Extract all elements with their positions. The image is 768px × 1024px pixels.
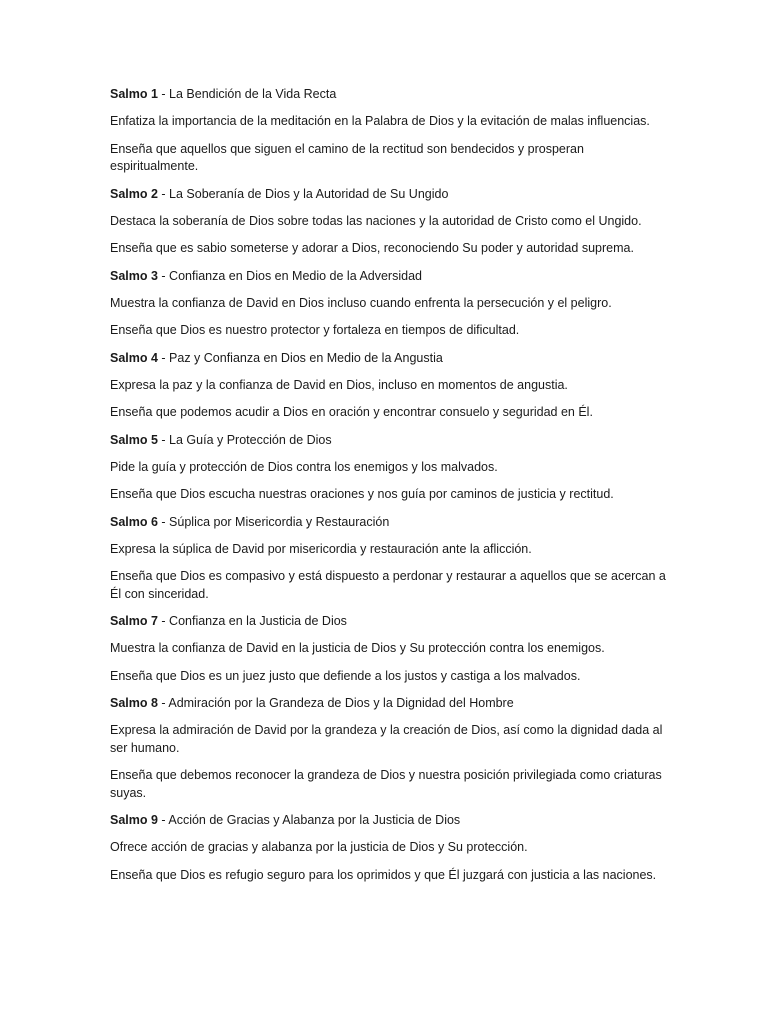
document-page [110, 86, 670, 894]
psalm-summary: Pide la guía y protección de Dios contra los enemigos y los malvados. [110, 459, 498, 474]
psalm-summary: Expresa la súplica de David por misericordia y restauración ante la aflicción. [110, 541, 532, 556]
psalm-number: Salmo 4 [110, 350, 158, 365]
psalm-title: - Acción de Gracias y Alabanza por la Justicia de Dios [157, 813, 461, 827]
psalm-summary: Muestra la confianza de David en la justicia de Dios y Su protección contra los enemigos. [110, 641, 605, 655]
psalm-teaching: Enseña que podemos acudir a Dios en oración y encontrar consuelo y seguridad en Él. [110, 405, 593, 419]
psalm-heading [110, 432, 670, 449]
psalm-number: Salmo 5 [110, 432, 158, 447]
psalm-title: - La Soberanía de Dios y la Autoridad de Su Ungido [157, 186, 449, 201]
psalm-teaching: Enseña que Dios es refugio seguro para los oprimidos y que Él juzgará con justicia a las naciones. [110, 867, 657, 882]
psalm-teaching: Enseña que Dios es nuestro protector y fortaleza en tiempos de dificultad. [110, 323, 520, 337]
psalm-number: Salmo 7 [110, 614, 158, 628]
psalm-number: Salmo 9 [110, 813, 158, 827]
psalm-entry-7 [110, 613, 670, 685]
psalm-heading [110, 613, 670, 630]
psalm-title: - Confianza en Dios en Medio de la Adversidad [157, 268, 422, 283]
psalm-entry-9 [110, 812, 670, 884]
psalm-title: - La Guía y Protección de Dios [157, 432, 332, 447]
psalm-heading [110, 350, 670, 367]
psalm-title: - Confianza en la Justicia de Dios [157, 614, 347, 628]
psalm-number: Salmo 6 [110, 514, 158, 529]
psalm-summary: Enfatiza la importancia de la meditación en la Palabra de Dios y la evitación de malas influencias. [110, 114, 650, 128]
psalm-teaching: Enseña que es sabio someterse y adorar a Dios, reconociendo Su poder y autoridad suprema. [110, 241, 634, 255]
psalm-title: - La Bendición de la Vida Recta [157, 87, 337, 101]
psalm-number: Salmo 3 [110, 268, 158, 283]
psalm-entry-5 [110, 432, 670, 504]
psalm-entry-1 [110, 86, 670, 176]
psalm-teaching: Enseña que Dios es un juez justo que defiende a los justos y castiga a los malvados. [110, 668, 581, 683]
psalm-teaching: Enseña que Dios escucha nuestras oraciones y nos guía por caminos de justicia y rectitud. [110, 487, 614, 501]
psalm-summary: Destaca la soberanía de Dios sobre todas las naciones y la autoridad de Cristo como el Ungido. [110, 213, 642, 228]
psalm-number: Salmo 2 [110, 186, 158, 201]
psalm-title: - Súplica por Misericordia y Restauración [157, 514, 390, 529]
psalm-number: Salmo 8 [110, 696, 158, 710]
psalm-summary: Expresa la admiración de David por la grandeza y la creación de Dios, así como la dignidad dada al ser humano. [110, 723, 663, 755]
psalm-heading [110, 514, 670, 531]
psalm-title: - Admiración por la Grandeza de Dios y la Dignidad del Hombre [157, 696, 514, 710]
psalm-entry-6 [110, 514, 670, 604]
psalm-entry-3 [110, 268, 670, 340]
psalm-entry-2 [110, 186, 670, 258]
psalm-summary: Muestra la confianza de David en Dios incluso cuando enfrenta la persecución y el peligro. [110, 295, 612, 310]
psalm-heading [110, 86, 670, 103]
psalm-entry-8 [110, 695, 670, 802]
psalm-heading [110, 695, 670, 712]
psalm-title: - Paz y Confianza en Dios en Medio de la Angustia [157, 350, 443, 365]
psalm-summary: Ofrece acción de gracias y alabanza por la justicia de Dios y Su protección. [110, 840, 528, 854]
psalm-teaching: Enseña que Dios es compasivo y está dispuesto a perdonar y restaurar a aquellos que se acercan a Él con sinceridad. [110, 569, 666, 601]
psalm-entry-4 [110, 350, 670, 422]
psalm-heading [110, 186, 670, 203]
psalm-teaching: Enseña que debemos reconocer la grandeza de Dios y nuestra posición privilegiada como criaturas suyas. [110, 768, 662, 800]
psalm-summary: Expresa la paz y la confianza de David en Dios, incluso en momentos de angustia. [110, 377, 568, 392]
psalm-teaching: Enseña que aquellos que siguen el camino de la rectitud son bendecidos y prosperan espiritualmente. [110, 141, 584, 173]
psalm-number: Salmo 1 [110, 87, 158, 101]
psalm-heading [110, 268, 670, 285]
psalm-heading [110, 812, 670, 829]
